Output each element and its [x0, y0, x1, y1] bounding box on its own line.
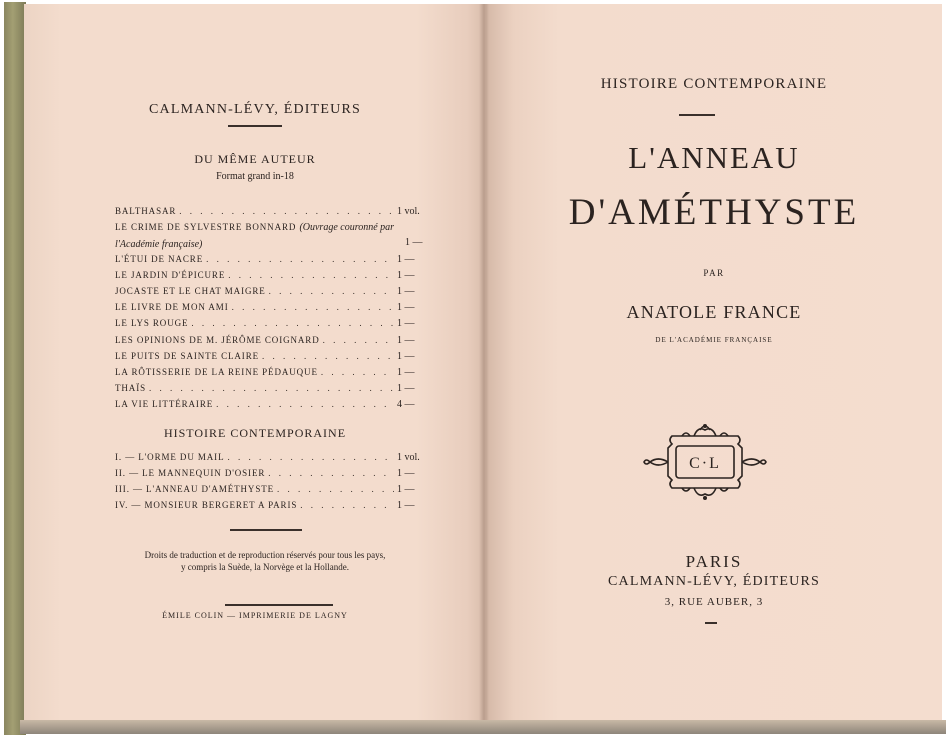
series-title: HISTOIRE CONTEMPORAINE — [600, 76, 828, 92]
book-title: LE PUITS DE SAINTE CLAIRE — [115, 350, 259, 361]
book-volumes: 1 — — [397, 254, 415, 266]
book-entry — [115, 267, 435, 283]
book-title: BALTHASAR — [115, 206, 177, 216]
series-entry — [115, 497, 435, 513]
series-list — [115, 449, 435, 513]
printer-line: ÉMILE COLIN — IMPRIMERIE DE LAGNY — [162, 611, 348, 620]
series-heading: HISTOIRE CONTEMPORAINE — [163, 426, 347, 440]
book-entry — [115, 364, 435, 380]
book-volumes: 1 — — [397, 500, 415, 512]
book-entry — [115, 251, 435, 267]
book-volumes: 1 — — [397, 270, 415, 282]
book-entry — [115, 348, 435, 364]
academy-line: DE L'ACADÉMIE FRANÇAISE — [655, 336, 773, 344]
book-title-line-1: L'ANNEAU — [628, 140, 800, 175]
right-page — [486, 4, 942, 720]
book-title: L'ÉTUI DE NACRE — [115, 254, 204, 265]
book-volumes: 1 — — [405, 237, 423, 249]
book-title: LE CRIME DE SYLVESTRE BONNARD — [115, 222, 297, 233]
publisher-emblem — [642, 422, 768, 502]
city: PARIS — [685, 552, 743, 571]
book-volumes: 1 — — [397, 350, 415, 362]
book-volumes: 1 — — [397, 382, 415, 394]
book-title: THAÏS — [115, 382, 146, 393]
book-volumes: 1 — — [397, 302, 415, 314]
book-edge — [20, 720, 946, 734]
book-volumes: 1 — — [397, 468, 415, 480]
book-entry — [115, 299, 435, 315]
address-rule — [705, 622, 717, 624]
book-spine-cloth — [4, 2, 26, 735]
book-entry — [115, 283, 435, 299]
book-volumes: 1 — — [397, 366, 415, 378]
book-title: LA RÔTISSERIE DE LA REINE PÉDAUQUE — [115, 366, 318, 377]
book-title: LA VIE LITTÉRAIRE — [115, 398, 214, 409]
left-publisher: CALMANN-LÉVY, ÉDITEURS — [148, 102, 362, 117]
series-entry — [115, 465, 435, 481]
book-title: III. — L'ANNEAU D'AMÉTHYSTE — [115, 484, 275, 495]
book-volumes: 1 vol. — [397, 452, 420, 463]
publisher-rule — [228, 125, 282, 127]
same-author-heading: DU MÊME AUTEUR — [194, 152, 316, 166]
printer-rule — [225, 604, 333, 606]
book-entry — [115, 332, 435, 348]
book-note: (Ouvrage couronné par l'Académie française) — [115, 222, 395, 251]
book-title: I. — L'ORME DU MAIL — [115, 452, 225, 462]
author-name: ANATOLE FRANCE — [626, 302, 802, 322]
format-note: Format grand in-18 — [216, 171, 294, 182]
rights-line: y compris la Suède, la Norvège et la Hollande. — [181, 562, 349, 572]
right-publisher: CALMANN-LÉVY, ÉDITEURS — [607, 574, 821, 589]
book-title: LES OPINIONS DE M. JÉRÔME COIGNARD — [115, 334, 320, 345]
book-title: LE LYS ROUGE — [115, 318, 189, 329]
book-title: LE LIVRE DE MON AMI — [115, 302, 229, 313]
list-end-rule — [230, 529, 302, 531]
emblem-icon — [642, 422, 768, 502]
same-author-list — [115, 203, 435, 412]
series-rule — [679, 114, 715, 116]
rights-line: Droits de traduction et de reproduction réservés pour tous les pays, — [144, 550, 386, 560]
book-entry — [115, 396, 435, 412]
emblem-text: C·L — [689, 455, 721, 472]
book-volumes: 1 — — [397, 318, 415, 330]
book-title: II. — LE MANNEQUIN D'OSIER — [115, 468, 266, 479]
book-title: IV. — MONSIEUR BERGERET A PARIS — [115, 500, 298, 511]
series-entry — [115, 481, 435, 497]
series-entry — [115, 449, 435, 465]
book-volumes: 1 — — [397, 484, 415, 496]
book-entry — [115, 380, 435, 396]
book-volumes: 4 — — [397, 398, 415, 410]
by-label: PAR — [703, 268, 725, 278]
book-entry — [115, 219, 435, 251]
book-title: LE JARDIN D'ÉPICURE — [115, 270, 226, 281]
rights-notice — [100, 549, 430, 573]
publisher-address: 3, RUE AUBER, 3 — [664, 596, 764, 608]
book-volumes: 1 — — [397, 286, 415, 298]
book-volumes: 1 — — [397, 334, 415, 346]
book-title: JOCASTE ET LE CHAT MAIGRE — [115, 286, 266, 297]
book-entry — [115, 315, 435, 331]
book-volumes: 1 vol. — [397, 206, 420, 217]
book-title-line-2: D'AMÉTHYSTE — [568, 192, 860, 233]
book-entry — [115, 203, 435, 219]
